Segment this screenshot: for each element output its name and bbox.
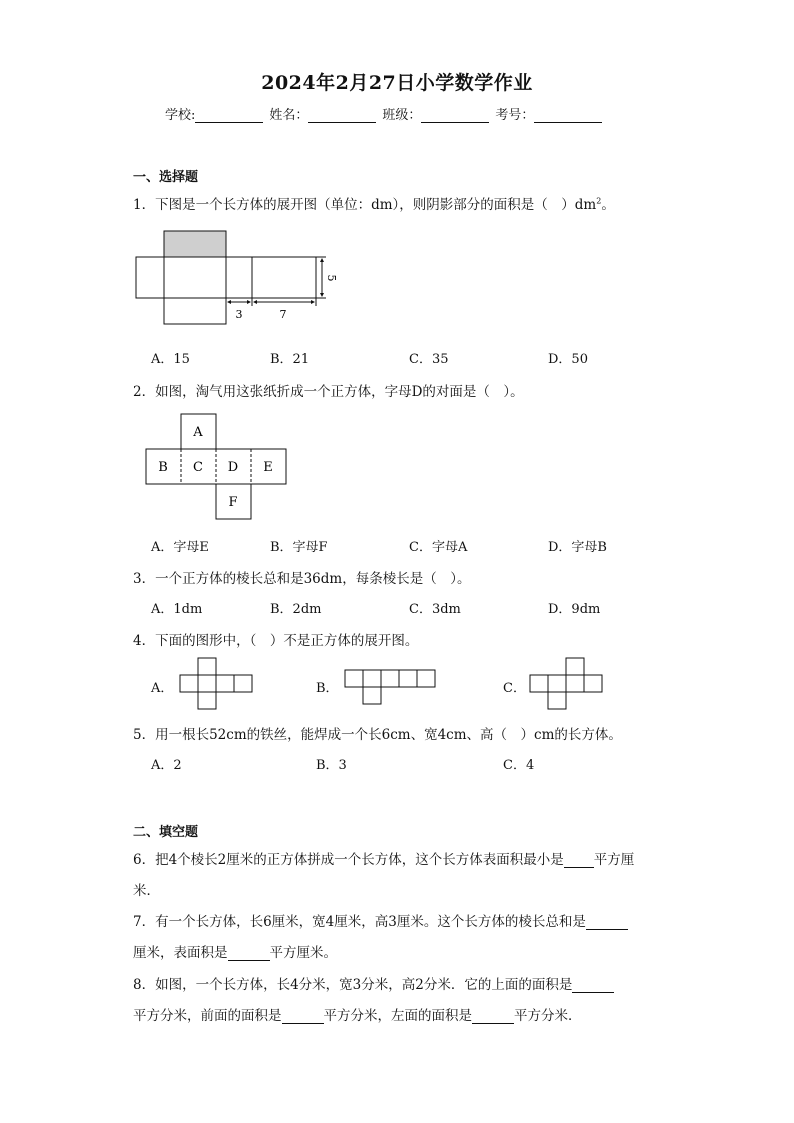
name-label: 姓名：: [269, 108, 309, 123]
id-blank[interactable]: [534, 109, 602, 123]
q1-dim-3: 3: [235, 308, 243, 321]
q1-face-left: [136, 257, 164, 298]
student-info: [165, 104, 608, 123]
q2-letter-e: E: [263, 460, 273, 475]
q4-figure-b: [343, 668, 443, 710]
q8-front-area-blank[interactable]: [282, 1009, 324, 1024]
question-4: 4．下面的图形中，（ ）不是正方体的展开图。: [133, 633, 419, 649]
q5-option-b[interactable]: B．3: [316, 758, 347, 773]
q3-option-b[interactable]: B．2dm: [270, 602, 322, 617]
section-choice-title: 一、选择题: [133, 170, 199, 185]
question-7-line-2: [133, 941, 337, 961]
q1-shaded-face: [164, 231, 226, 257]
q7-text-3: 平方厘米。: [269, 945, 337, 961]
section-fill-title: 二、填空题: [133, 825, 199, 840]
q1-dim-5: 5: [325, 274, 338, 282]
question-7-line-1: [133, 910, 628, 930]
q2-letter-d: D: [227, 460, 239, 475]
q1-text: 1．下图是一个长方体的展开图（单位：dm），则阴影部分的面积是（ ）dm: [133, 197, 597, 213]
question-3: 3．一个正方体的棱长总和是36dm，每条棱长是（ ）。: [133, 571, 471, 587]
q1-net-figure: [130, 226, 340, 330]
question-8-line-2: [133, 1004, 582, 1024]
q8-text-3: 平方分米，左面的面积是: [323, 1008, 472, 1024]
q2-option-a[interactable]: A．字母E: [151, 540, 209, 555]
q8-top-area-blank[interactable]: [572, 978, 614, 993]
q2-letter-a: A: [193, 425, 203, 440]
q1-option-b[interactable]: B．21: [270, 352, 310, 367]
q1-face-bottom: [164, 298, 226, 324]
q7-text: 7．有一个长方体，长6厘米，宽4厘米，高3厘米。这个长方体的棱长总和是: [133, 914, 586, 930]
q4-option-b[interactable]: B．: [316, 681, 339, 696]
q6-text: 6．把4个棱长2厘米的正方体拼成一个长方体，这个长方体表面积最小是: [133, 852, 564, 868]
q6-answer-blank[interactable]: [564, 853, 594, 868]
q2-option-c[interactable]: C．字母A: [409, 540, 468, 555]
q1-face-right-large: [252, 257, 316, 298]
q4-option-c[interactable]: C．: [503, 681, 526, 696]
q8-text-2: 平方分米，前面的面积是: [133, 1008, 282, 1024]
question-2: 2．如图，淘气用这张纸折成一个正方体，字母D的对面是（ ）。: [133, 384, 524, 400]
question-6-line-2: 米．: [133, 883, 160, 899]
q7-surface-area-blank[interactable]: [228, 946, 270, 961]
q2-option-d[interactable]: D．字母B: [548, 540, 607, 555]
class-blank[interactable]: [421, 109, 489, 123]
school-blank[interactable]: [195, 109, 263, 123]
q7-edge-sum-blank[interactable]: [586, 915, 628, 930]
q5-option-c[interactable]: C．4: [503, 758, 535, 773]
q3-option-c[interactable]: C．3dm: [409, 602, 461, 617]
q1-face-center: [164, 257, 226, 298]
q8-text: 8．如图，一个长方体，长4分米，宽3分米，高2分米．它的上面的面积是: [133, 977, 573, 993]
q4-option-a[interactable]: A．: [151, 681, 174, 696]
q6-text-unit: 平方厘: [593, 852, 635, 868]
q1-option-c[interactable]: C．35: [409, 352, 449, 367]
q1-dim-7: 7: [279, 308, 287, 321]
q8-left-area-blank[interactable]: [472, 1009, 514, 1024]
q3-option-d[interactable]: D．9dm: [548, 602, 601, 617]
q1-option-d[interactable]: D．50: [548, 352, 588, 367]
q8-text-4: 平方分米．: [514, 1008, 582, 1024]
question-6-line-1: [133, 848, 634, 868]
question-5: 5．用一根长52cm的铁丝，能焊成一个长6cm、宽4cm、高（ ）cm的长方体。: [133, 727, 622, 743]
q7-text-2: 厘米，表面积是: [133, 945, 228, 961]
class-label: 班级：: [382, 108, 422, 123]
q2-cube-net-figure: [140, 408, 290, 522]
q2-letter-c: C: [193, 460, 203, 475]
question-8-line-1: [133, 973, 614, 993]
q1-text-end: 。: [601, 197, 615, 213]
q2-letter-f: F: [228, 495, 238, 510]
q2-option-b[interactable]: B．字母F: [270, 540, 328, 555]
school-label: 学校:: [165, 108, 196, 123]
name-blank[interactable]: [308, 109, 376, 123]
q4-figure-c: [528, 656, 608, 712]
page-title: 2024年2月27日小学数学作业: [261, 72, 533, 94]
question-1: [133, 193, 615, 213]
q1-option-a[interactable]: A．15: [151, 352, 190, 367]
q2-letter-b: B: [158, 460, 168, 475]
q5-option-a[interactable]: A．2: [151, 758, 182, 773]
q1-face-right-small: [226, 257, 252, 298]
id-label: 考号：: [495, 108, 535, 123]
q3-option-a[interactable]: A．1dm: [151, 602, 203, 617]
q4-figure-a: [178, 656, 258, 712]
q1-superscript: 2: [596, 196, 602, 206]
